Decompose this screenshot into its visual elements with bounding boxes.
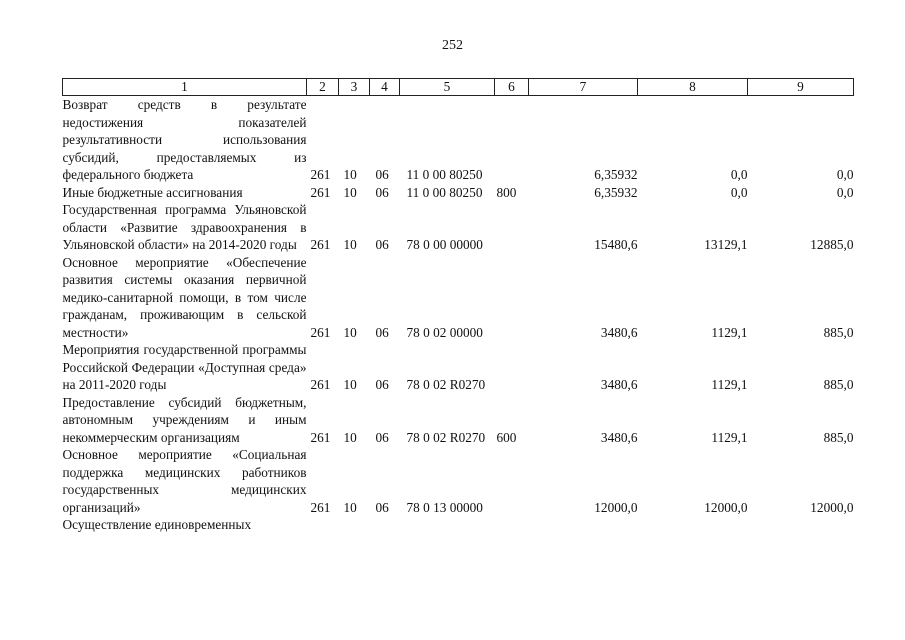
amount-col8-cell: 0,0 (730, 167, 748, 182)
column-header: 9 (748, 79, 854, 96)
amount-col7-cell: 3480,6 (600, 324, 638, 340)
expense-type-cell: 800 (496, 184, 517, 200)
table-row (63, 184, 854, 202)
column-header: 7 (529, 79, 638, 96)
ministry-code-cell: 261 (310, 377, 331, 392)
item-name-cell: Государственная программа Ульяновской области «Развитие здравоохранения в Ульяновской области» на 2014-2020 годы (62, 202, 307, 252)
amount-col9-cell: 885,0 (823, 429, 854, 445)
item-name-cell: Основное мероприятие «Социальная поддержка медицинских работников государственных медицинских организаций» (62, 447, 307, 515)
section-code-cell (339, 516, 370, 534)
table-row (63, 394, 854, 447)
section-code-cell: 10 (343, 184, 357, 200)
amount-col8-cell: 1129,1 (711, 324, 748, 340)
subsection-code-cell (370, 516, 400, 534)
expense-type-cell (495, 254, 529, 342)
target-article-cell (400, 516, 495, 534)
table-row (63, 254, 854, 342)
column-header: 5 (400, 79, 495, 96)
header-row (63, 79, 854, 96)
target-article-cell: 11 0 00 80250 (406, 184, 483, 200)
amount-col8-cell (638, 516, 748, 534)
expense-type-cell: 600 (496, 429, 517, 445)
amount-col7-cell: 6,35932 (594, 167, 638, 182)
column-header: 6 (495, 79, 529, 96)
amount-col8-cell: 1129,1 (711, 429, 748, 445)
target-article-cell: 11 0 00 80250 (406, 167, 483, 182)
item-name-cell: Основное мероприятие «Обеспечение развития системы оказания первичной медико-санитарной помощи, в том числе гражданам, проживающим в сельской местности» (62, 254, 307, 340)
subsection-code-cell: 06 (375, 184, 389, 200)
ministry-code-cell (307, 516, 339, 534)
amount-col8-cell: 13129,1 (704, 237, 748, 252)
expense-type-cell (495, 446, 529, 516)
amount-col7-cell: 12000,0 (594, 499, 638, 515)
amount-col9-cell (748, 516, 854, 534)
amount-col7-cell (529, 516, 638, 534)
amount-col9-cell: 0,0 (836, 184, 854, 200)
subsection-code-cell: 06 (375, 499, 389, 515)
section-code-cell: 10 (343, 499, 357, 515)
target-article-cell: 78 0 13 00000 (406, 499, 483, 515)
expense-type-cell (495, 516, 529, 534)
subsection-code-cell: 06 (375, 377, 389, 392)
ministry-code-cell: 261 (310, 184, 331, 200)
section-code-cell: 10 (343, 324, 357, 340)
amount-col9-cell: 885,0 (823, 324, 854, 340)
table-row (63, 96, 854, 184)
amount-col9-cell: 12885,0 (810, 237, 854, 252)
ministry-code-cell: 261 (310, 324, 331, 340)
column-header: 2 (307, 79, 339, 96)
item-name-cell: Осуществление единовременных (62, 517, 252, 532)
subsection-code-cell: 06 (375, 237, 389, 252)
ministry-code-cell: 261 (310, 429, 331, 445)
amount-col8-cell: 0,0 (730, 184, 748, 200)
amount-col8-cell: 12000,0 (704, 499, 748, 515)
amount-col9-cell: 0,0 (836, 167, 854, 182)
amount-col9-cell: 885,0 (823, 377, 854, 392)
amount-col8-cell: 1129,1 (711, 377, 748, 392)
table-row (63, 341, 854, 394)
item-name-cell: Иные бюджетные ассигнования (62, 184, 243, 200)
target-article-cell: 78 0 02 R0270 (406, 377, 486, 392)
column-header: 1 (63, 79, 307, 96)
ministry-code-cell: 261 (310, 167, 331, 182)
section-code-cell: 10 (343, 237, 357, 252)
ministry-code-cell: 261 (310, 237, 331, 252)
expense-type-cell (495, 201, 529, 254)
column-header: 3 (339, 79, 370, 96)
ministry-code-cell: 261 (310, 499, 331, 515)
item-name-cell: Возврат средств в результате недостижения показателей результативности использования субсидий, предоставляемых из федерального бюджета (62, 97, 307, 182)
section-code-cell: 10 (343, 377, 357, 392)
amount-col9-cell: 12000,0 (810, 499, 854, 515)
table-row (63, 201, 854, 254)
amount-col7-cell: 15480,6 (594, 237, 638, 252)
section-code-cell: 10 (343, 429, 357, 445)
table-body (63, 96, 854, 534)
item-name-cell: Предоставление субсидий бюджетным, автономным учреждениям и иным некоммерческим организациям (62, 394, 307, 445)
amount-col7-cell: 3480,6 (600, 377, 638, 392)
amount-col7-cell: 6,35932 (594, 184, 638, 200)
target-article-cell: 78 0 00 00000 (406, 237, 483, 252)
amount-col7-cell: 3480,6 (600, 429, 638, 445)
table-row (63, 446, 854, 516)
expense-type-cell (495, 341, 529, 394)
subsection-code-cell: 06 (375, 167, 389, 182)
column-header: 4 (370, 79, 400, 96)
subsection-code-cell: 06 (375, 429, 389, 445)
column-header: 8 (638, 79, 748, 96)
budget-table (62, 78, 854, 534)
subsection-code-cell: 06 (375, 324, 389, 340)
section-code-cell: 10 (343, 167, 357, 182)
expense-type-cell (495, 96, 529, 184)
page-number: 252 (442, 38, 463, 53)
target-article-cell: 78 0 02 R0270 (406, 429, 486, 445)
target-article-cell: 78 0 02 00000 (406, 324, 483, 340)
item-name-cell: Мероприятия государственной программы Российской Федерации «Доступная среда» на 2011-2020 годы (62, 342, 307, 392)
table-row (63, 516, 854, 534)
